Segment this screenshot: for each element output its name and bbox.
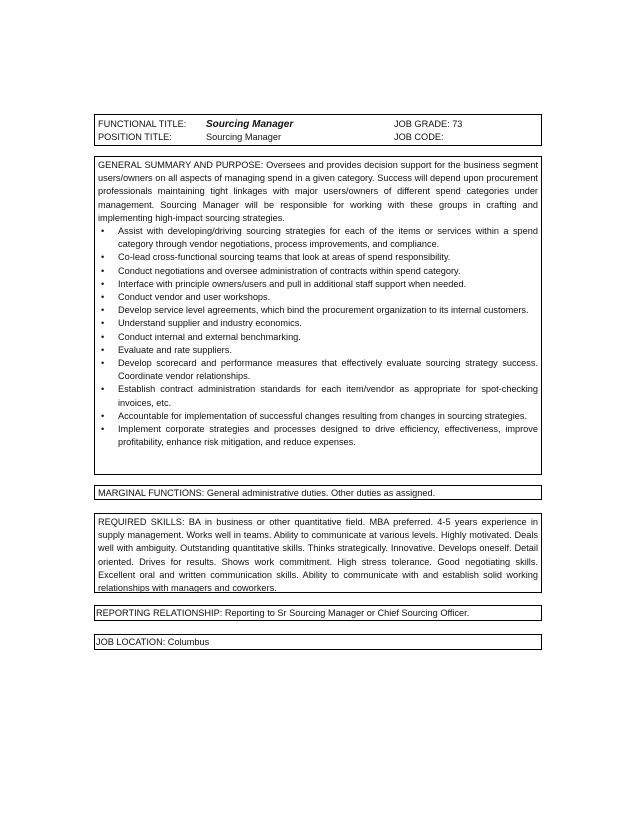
bullet-icon: • [101, 410, 105, 421]
responsibility-item [98, 331, 538, 344]
responsibility-item [98, 225, 538, 251]
position-title-value: Sourcing Manager [206, 132, 282, 142]
functional-title-label: FUNCTIONAL TITLE: [98, 119, 187, 129]
responsibility-text: Understand supplier and industry economics. [118, 318, 302, 329]
responsibility-item [98, 291, 538, 304]
responsibility-list [98, 225, 538, 449]
required-skills-text: REQUIRED SKILLS: BA in business or other quantitative field. MBA preferred. 4-5 years experience in supply management. Works well in teams. Ability to communicate at various levels. Highly motivated. Deals well with ambiguity. Outstanding quantitative skills. Thinks strategically. Innovative. Develops oneself. Detail oriented. Drives for results. Shows work commitment. High stress tolerance. Good negotiating skills. Excellent oral and written communication skills. Ability to communicate with and establish solid working relationships with managers and coworkers. [98, 517, 538, 594]
bullet-icon: • [101, 331, 105, 342]
responsibility-item [98, 410, 538, 423]
responsibility-text: Develop service level agreements, which bind the procurement organization to its internal customers. [118, 305, 529, 316]
marginal-functions-section [94, 485, 542, 500]
responsibility-text: Establish contract administration standards for each item/vendor as appropriate for spot-checking invoices, etc. [118, 384, 538, 408]
responsibility-text: Implement corporate strategies and processes designed to drive efficiency, effectiveness, improve profitability, enhance risk mitigation, and reduce expenses. [118, 424, 538, 448]
job-location-section [94, 634, 542, 650]
general-summary-section [94, 156, 542, 475]
responsibility-item [98, 423, 538, 449]
required-skills-section [94, 513, 542, 593]
responsibility-item [98, 357, 538, 383]
bullet-icon: • [101, 252, 105, 263]
job-location-text: JOB LOCATION: Columbus [96, 637, 210, 647]
responsibility-text: Interface with principle owners/users and pull in additional staff support when needed. [118, 278, 467, 289]
bullet-icon: • [101, 278, 105, 289]
responsibility-item [98, 344, 538, 357]
bullet-icon: • [101, 344, 105, 355]
responsibility-text: Develop scorecard and performance measures that effectively evaluate sourcing strategy success. Coordinate vendor relationships. [118, 358, 538, 382]
functional-title-value: Sourcing Manager [206, 119, 294, 130]
responsibility-item [98, 317, 538, 330]
marginal-functions-text: MARGINAL FUNCTIONS: General administrative duties. Other duties as assigned. [98, 488, 436, 498]
summary-intro: GENERAL SUMMARY AND PURPOSE: Oversees and provides decision support for the business segment users/owners on all aspects of managing spend in a given category. Success will depend upon procurement professionals maintaining tight linkages with major users/owners of different spend categories under management. Sourcing Manager will be responsible for working with these groups in crafting and implementing high-impact sourcing strategies. [98, 160, 538, 223]
bullet-icon: • [101, 384, 105, 395]
responsibility-item [98, 251, 538, 264]
responsibility-item [98, 265, 538, 278]
bullet-icon: • [101, 265, 105, 276]
responsibility-text: Co-lead cross-functional sourcing teams that look at areas of spend responsibility. [118, 252, 451, 263]
responsibility-text: Conduct vendor and user workshops. [118, 292, 271, 303]
bullet-icon: • [101, 424, 105, 435]
responsibility-item [98, 278, 538, 291]
responsibility-text: Accountable for implementation of successful changes resulting from changes in sourcing strategies. [118, 410, 528, 421]
bullet-icon: • [101, 358, 105, 369]
bullet-icon: • [101, 305, 105, 316]
reporting-relationship-section [94, 605, 542, 621]
responsibility-text: Assist with developing/driving sourcing strategies for each of the items or services within a spend category through vendor negotiations, process improvements, and compliance. [118, 226, 538, 250]
position-title-label: POSITION TITLE: [98, 132, 172, 142]
reporting-relationship-text: REPORTING RELATIONSHIP: Reporting to Sr Sourcing Manager or Chief Sourcing Officer. [96, 608, 470, 618]
responsibility-item [98, 383, 538, 409]
job-code: JOB CODE: [394, 132, 444, 142]
responsibility-text: Evaluate and rate suppliers. [118, 344, 232, 355]
responsibility-text: Conduct internal and external benchmarking. [118, 331, 301, 342]
responsibility-text: Conduct negotiations and oversee administration of contracts within spend category. [118, 265, 461, 276]
responsibility-item [98, 304, 538, 317]
job-grade: JOB GRADE: 73 [394, 119, 463, 129]
bullet-icon: • [101, 292, 105, 303]
bullet-icon: • [101, 226, 105, 237]
title-header-table [94, 114, 542, 146]
bullet-icon: • [101, 318, 105, 329]
